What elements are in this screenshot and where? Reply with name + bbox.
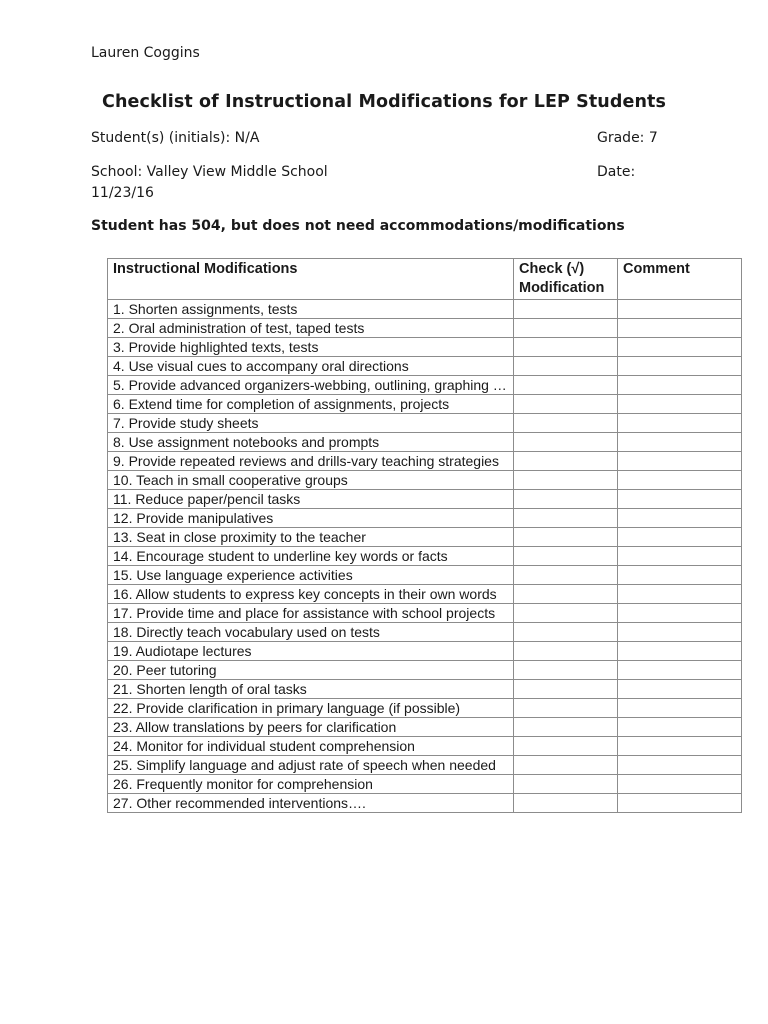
page-title: Checklist of Instructional Modifications for LEP Students <box>102 92 666 112</box>
header-modifications: Instructional Modifications <box>108 259 514 300</box>
check-cell[interactable] <box>514 661 618 680</box>
check-cell[interactable] <box>514 547 618 566</box>
modification-text: 12. Provide manipulatives <box>108 509 514 528</box>
table-row <box>108 623 742 642</box>
table-header-row <box>108 259 742 300</box>
modification-text: 5. Provide advanced organizers-webbing, outlining, graphing … <box>108 376 514 395</box>
table-row <box>108 585 742 604</box>
table-row <box>108 756 742 775</box>
date-value: 11/23/16 <box>91 185 154 201</box>
table-row <box>108 547 742 566</box>
modification-text: 17. Provide time and place for assistance with school projects <box>108 604 514 623</box>
modification-text: 19. Audiotape lectures <box>108 642 514 661</box>
check-cell[interactable] <box>514 756 618 775</box>
table-row <box>108 395 742 414</box>
table-row <box>108 433 742 452</box>
check-cell[interactable] <box>514 642 618 661</box>
modification-text: 11. Reduce paper/pencil tasks <box>108 490 514 509</box>
table-row <box>108 338 742 357</box>
table-row <box>108 661 742 680</box>
comment-cell[interactable] <box>618 395 742 414</box>
comment-cell[interactable] <box>618 585 742 604</box>
students-field: Student(s) (initials): N/A <box>91 130 260 146</box>
modification-text: 4. Use visual cues to accompany oral directions <box>108 357 514 376</box>
check-cell[interactable] <box>514 471 618 490</box>
table-row <box>108 604 742 623</box>
comment-cell[interactable] <box>618 699 742 718</box>
check-cell[interactable] <box>514 357 618 376</box>
check-cell[interactable] <box>514 433 618 452</box>
comment-cell[interactable] <box>618 566 742 585</box>
grade-field: Grade: 7 <box>597 130 658 146</box>
table-row <box>108 471 742 490</box>
comment-cell[interactable] <box>618 490 742 509</box>
date-label: Date: <box>597 164 636 180</box>
modification-text: 2. Oral administration of test, taped tests <box>108 319 514 338</box>
comment-cell[interactable] <box>618 642 742 661</box>
table-row <box>108 509 742 528</box>
comment-cell[interactable] <box>618 357 742 376</box>
modification-text: 13. Seat in close proximity to the teacher <box>108 528 514 547</box>
modification-text: 23. Allow translations by peers for clarification <box>108 718 514 737</box>
modifications-table <box>107 258 742 813</box>
check-cell[interactable] <box>514 775 618 794</box>
comment-cell[interactable] <box>618 794 742 813</box>
header-check: Check (√) Modification <box>514 259 618 300</box>
comment-cell[interactable] <box>618 300 742 319</box>
table-row <box>108 699 742 718</box>
check-cell[interactable] <box>514 699 618 718</box>
table-row <box>108 775 742 794</box>
comment-cell[interactable] <box>618 433 742 452</box>
table-row <box>108 737 742 756</box>
modification-text: 10. Teach in small cooperative groups <box>108 471 514 490</box>
comment-cell[interactable] <box>618 471 742 490</box>
check-cell[interactable] <box>514 319 618 338</box>
check-cell[interactable] <box>514 794 618 813</box>
check-cell[interactable] <box>514 718 618 737</box>
modification-text: 24. Monitor for individual student comprehension <box>108 737 514 756</box>
header-comment: Comment <box>618 259 742 300</box>
table-row <box>108 680 742 699</box>
check-cell[interactable] <box>514 585 618 604</box>
comment-cell[interactable] <box>618 661 742 680</box>
comment-cell[interactable] <box>618 547 742 566</box>
modification-text: 22. Provide clarification in primary language (if possible) <box>108 699 514 718</box>
modification-text: 16. Allow students to express key concepts in their own words <box>108 585 514 604</box>
comment-cell[interactable] <box>618 414 742 433</box>
modification-text: 8. Use assignment notebooks and prompts <box>108 433 514 452</box>
comment-cell[interactable] <box>618 756 742 775</box>
modification-text: 25. Simplify language and adjust rate of speech when needed <box>108 756 514 775</box>
check-cell[interactable] <box>514 490 618 509</box>
check-cell[interactable] <box>514 623 618 642</box>
check-cell[interactable] <box>514 509 618 528</box>
modification-text: 1. Shorten assignments, tests <box>108 300 514 319</box>
comment-cell[interactable] <box>618 680 742 699</box>
check-cell[interactable] <box>514 452 618 471</box>
comment-cell[interactable] <box>618 452 742 471</box>
comment-cell[interactable] <box>618 509 742 528</box>
modification-text: 3. Provide highlighted texts, tests <box>108 338 514 357</box>
table-row <box>108 642 742 661</box>
modification-text: 18. Directly teach vocabulary used on tests <box>108 623 514 642</box>
table-row <box>108 357 742 376</box>
check-cell[interactable] <box>514 528 618 547</box>
check-cell[interactable] <box>514 566 618 585</box>
comment-cell[interactable] <box>618 718 742 737</box>
modification-text: 15. Use language experience activities <box>108 566 514 585</box>
check-cell[interactable] <box>514 395 618 414</box>
table-row <box>108 319 742 338</box>
comment-cell[interactable] <box>618 338 742 357</box>
comment-cell[interactable] <box>618 604 742 623</box>
modification-text: 9. Provide repeated reviews and drills-vary teaching strategies <box>108 452 514 471</box>
modification-text: 26. Frequently monitor for comprehension <box>108 775 514 794</box>
student-note: Student has 504, but does not need accommodations/modifications <box>91 218 625 234</box>
check-cell[interactable] <box>514 680 618 699</box>
modification-text: 20. Peer tutoring <box>108 661 514 680</box>
comment-cell[interactable] <box>618 775 742 794</box>
modification-text: 14. Encourage student to underline key words or facts <box>108 547 514 566</box>
table-row <box>108 490 742 509</box>
check-cell[interactable] <box>514 604 618 623</box>
table-row <box>108 528 742 547</box>
comment-cell[interactable] <box>618 319 742 338</box>
school-field: School: Valley View Middle School <box>91 164 328 180</box>
table-row <box>108 794 742 813</box>
modification-text: 6. Extend time for completion of assignments, projects <box>108 395 514 414</box>
modification-text: 7. Provide study sheets <box>108 414 514 433</box>
author-name: Lauren Coggins <box>91 45 200 61</box>
comment-cell[interactable] <box>618 528 742 547</box>
table-row <box>108 718 742 737</box>
modification-text: 21. Shorten length of oral tasks <box>108 680 514 699</box>
comment-cell[interactable] <box>618 376 742 395</box>
table-row <box>108 300 742 319</box>
comment-cell[interactable] <box>618 737 742 756</box>
check-cell[interactable] <box>514 300 618 319</box>
check-cell[interactable] <box>514 376 618 395</box>
comment-cell[interactable] <box>618 623 742 642</box>
table-row <box>108 452 742 471</box>
check-cell[interactable] <box>514 338 618 357</box>
modification-text: 27. Other recommended interventions…. <box>108 794 514 813</box>
check-cell[interactable] <box>514 414 618 433</box>
table-row <box>108 414 742 433</box>
table-row <box>108 376 742 395</box>
check-cell[interactable] <box>514 737 618 756</box>
table-row <box>108 566 742 585</box>
